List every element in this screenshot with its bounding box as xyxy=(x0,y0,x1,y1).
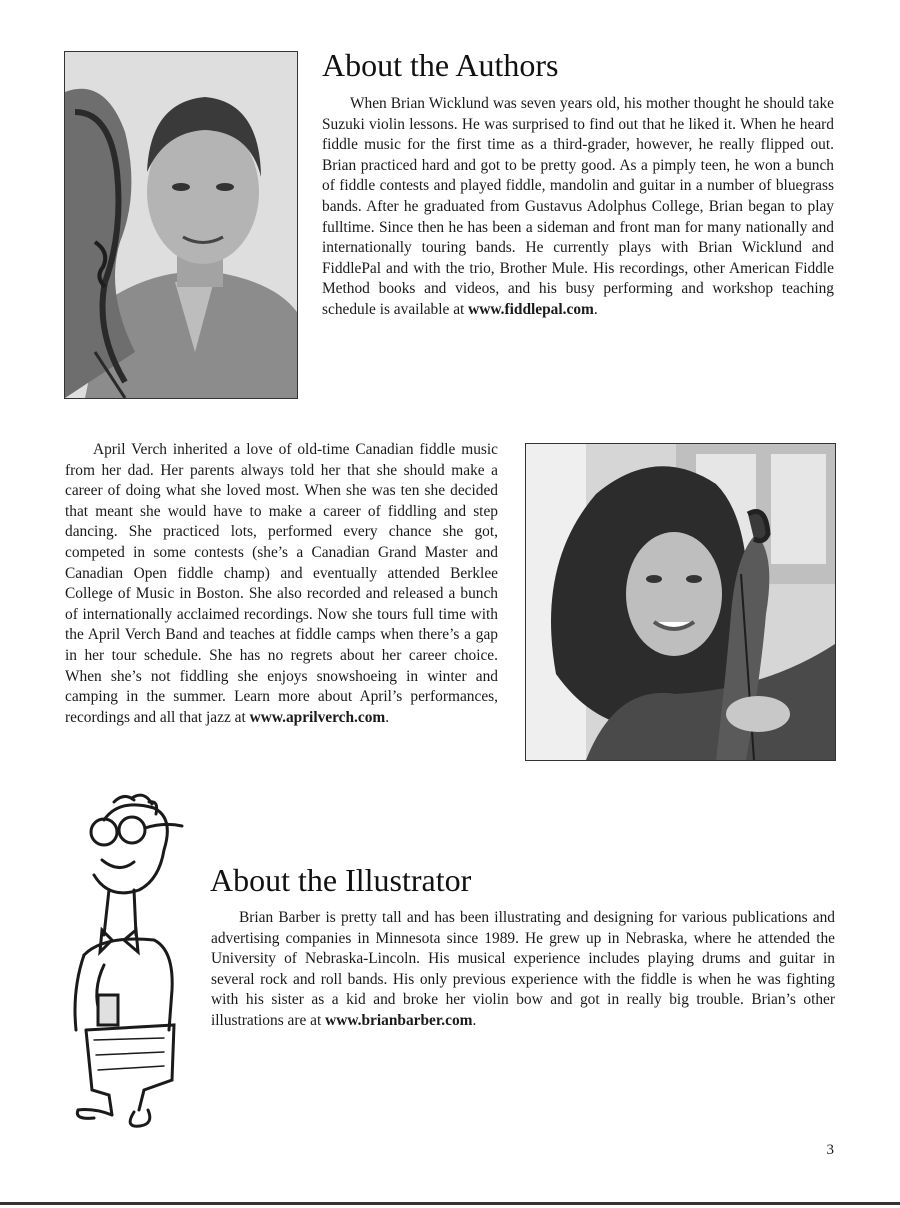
fiddlepal-link[interactable]: www.fiddlepal.com xyxy=(468,300,594,318)
brianbarber-link[interactable]: www.brianbarber.com xyxy=(325,1011,473,1029)
brian-wicklund-bio xyxy=(322,94,834,321)
april-verch-photo xyxy=(525,443,836,761)
aprilverch-link[interactable]: www.aprilverch.com xyxy=(249,708,386,726)
april-verch-bio xyxy=(65,440,498,728)
illustrator-cartoon xyxy=(64,790,194,1135)
brian-barber-bio xyxy=(211,908,835,1032)
authors-heading: About the Authors xyxy=(322,47,559,83)
april-bio-end: . xyxy=(385,708,390,726)
barber-bio-text: Brian Barber is pretty tall and has been illustrating and designing for various publications and advertising companies in Minnesota since 1989. He grew up in Nebraska, where he attended the University of Nebraska-Lincoln. His musical experience includes playing drums and guitar in several rock and roll bands. His only previous experience with the fiddle is when he was fighting with his sister as a kid and broke her violin bow and got in really big trouble. Brian’s other illustrations are at xyxy=(211,909,835,1029)
illustrator-heading: About the Illustrator xyxy=(210,862,472,898)
april-bio-text: April Verch inherited a love of old-time Canadian fiddle music from her dad. Her parents always told her that she should make a career of doing what she loved most. When she was ten she decided that meant she would have to make a career of fiddling and step dancing. She practiced lots, performed every chance she got, competed in some contests (she’s a Canadian Grand Master and Canadian Open fiddle champ) and eventually attended Berklee College of Music in Boston. She also recorded and released a bunch of internationally acclaimed recordings. Now she tours full time with the April Verch Band and teaches at fiddle camps when there’s a gap in her tour schedule. She has no regrets about her career choice. When she’s not fiddling she enjoys snowshoeing in winter and camping in the summer. Learn more about April’s performances, recordings and all that jazz at xyxy=(65,441,498,726)
bottom-rule xyxy=(0,1202,900,1205)
brian-bio-text: When Brian Wicklund was seven years old, his mother thought he should take Suzuki violin lessons. He was surprised to find out that he liked it. When he heard fiddle music for the first time as a third-grader, however, he really flipped out. Brian practiced hard and got to be pretty good. As a pimply teen, he won a bunch of fiddle contests and played fiddle, mandolin and guitar in a number of bluegrass bands. After he graduated from Gustavus Adolphus College, Brian began to play fulltime. Since then he has been a sideman and front man for many nationally and internationally touring bands. He currently plays with Brian Wicklund and FiddlePal and with the trio, Brother Mule. His recordings, other American Fiddle Method books and videos, and his busy performing and workshop teaching schedule is available at xyxy=(322,95,834,318)
barber-bio-end: . xyxy=(472,1011,477,1029)
brian-bio-end: . xyxy=(593,300,598,318)
page-number: 3 xyxy=(826,1142,834,1158)
brian-wicklund-photo xyxy=(64,51,298,399)
